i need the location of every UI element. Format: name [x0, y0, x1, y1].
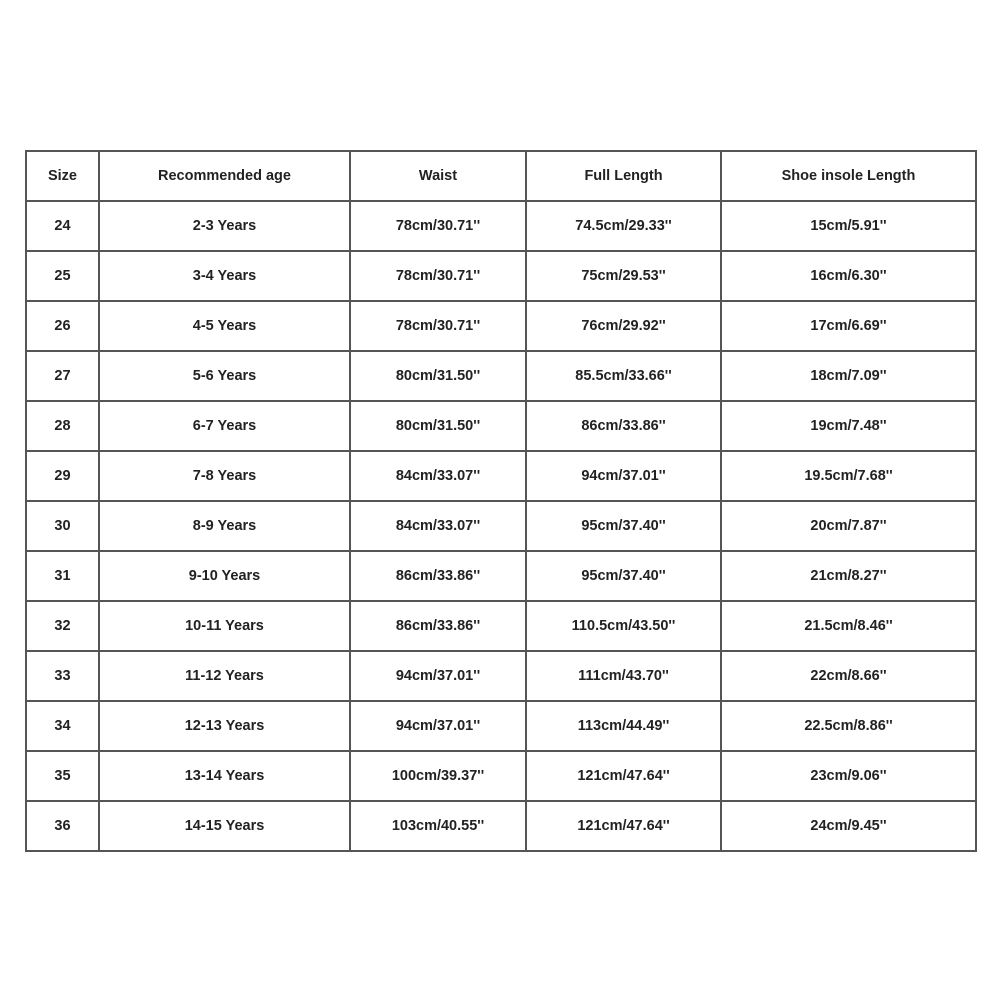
cell-waist: 86cm/33.86'' — [350, 601, 526, 651]
cell-shoe-insole-length: 18cm/7.09'' — [721, 351, 976, 401]
cell-full-length: 113cm/44.49'' — [526, 701, 721, 751]
cell-shoe-insole-length: 17cm/6.69'' — [721, 301, 976, 351]
cell-shoe-insole-length: 24cm/9.45'' — [721, 801, 976, 851]
cell-size: 26 — [26, 301, 99, 351]
table-row — [26, 601, 976, 651]
cell-recommended-age: 3-4 Years — [99, 251, 350, 301]
size-chart-table — [25, 150, 977, 852]
header-waist: Waist — [350, 151, 526, 201]
cell-size: 29 — [26, 451, 99, 501]
cell-recommended-age: 12-13 Years — [99, 701, 350, 751]
cell-recommended-age: 7-8 Years — [99, 451, 350, 501]
cell-size: 32 — [26, 601, 99, 651]
cell-size: 35 — [26, 751, 99, 801]
header-recommended-age: Recommended age — [99, 151, 350, 201]
cell-size: 25 — [26, 251, 99, 301]
cell-recommended-age: 14-15 Years — [99, 801, 350, 851]
cell-waist: 94cm/37.01'' — [350, 651, 526, 701]
table-row — [26, 451, 976, 501]
table-row — [26, 301, 976, 351]
cell-waist: 78cm/30.71'' — [350, 301, 526, 351]
header-shoe-insole-length: Shoe insole Length — [721, 151, 976, 201]
cell-full-length: 95cm/37.40'' — [526, 551, 721, 601]
table-row — [26, 351, 976, 401]
table-row — [26, 801, 976, 851]
cell-shoe-insole-length: 15cm/5.91'' — [721, 201, 976, 251]
cell-waist: 103cm/40.55'' — [350, 801, 526, 851]
cell-full-length: 94cm/37.01'' — [526, 451, 721, 501]
cell-shoe-insole-length: 22.5cm/8.86'' — [721, 701, 976, 751]
table-row — [26, 701, 976, 751]
cell-full-length: 76cm/29.92'' — [526, 301, 721, 351]
cell-shoe-insole-length: 21cm/8.27'' — [721, 551, 976, 601]
cell-full-length: 121cm/47.64'' — [526, 801, 721, 851]
cell-size: 31 — [26, 551, 99, 601]
cell-waist: 84cm/33.07'' — [350, 451, 526, 501]
cell-shoe-insole-length: 19.5cm/7.68'' — [721, 451, 976, 501]
cell-waist: 100cm/39.37'' — [350, 751, 526, 801]
cell-waist: 80cm/31.50'' — [350, 401, 526, 451]
header-size: Size — [26, 151, 99, 201]
cell-shoe-insole-length: 21.5cm/8.46'' — [721, 601, 976, 651]
cell-shoe-insole-length: 22cm/8.66'' — [721, 651, 976, 701]
cell-shoe-insole-length: 19cm/7.48'' — [721, 401, 976, 451]
cell-full-length: 111cm/43.70'' — [526, 651, 721, 701]
cell-recommended-age: 5-6 Years — [99, 351, 350, 401]
cell-recommended-age: 6-7 Years — [99, 401, 350, 451]
cell-recommended-age: 2-3 Years — [99, 201, 350, 251]
header-row — [26, 151, 976, 201]
cell-full-length: 85.5cm/33.66'' — [526, 351, 721, 401]
cell-recommended-age: 4-5 Years — [99, 301, 350, 351]
cell-waist: 86cm/33.86'' — [350, 551, 526, 601]
table-row — [26, 551, 976, 601]
cell-size: 24 — [26, 201, 99, 251]
cell-size: 34 — [26, 701, 99, 751]
table-row — [26, 201, 976, 251]
cell-waist: 94cm/37.01'' — [350, 701, 526, 751]
cell-full-length: 74.5cm/29.33'' — [526, 201, 721, 251]
cell-full-length: 75cm/29.53'' — [526, 251, 721, 301]
cell-recommended-age: 8-9 Years — [99, 501, 350, 551]
cell-shoe-insole-length: 20cm/7.87'' — [721, 501, 976, 551]
table-row — [26, 751, 976, 801]
cell-size: 30 — [26, 501, 99, 551]
table-row — [26, 401, 976, 451]
cell-full-length: 110.5cm/43.50'' — [526, 601, 721, 651]
cell-size: 28 — [26, 401, 99, 451]
cell-size: 27 — [26, 351, 99, 401]
cell-recommended-age: 11-12 Years — [99, 651, 350, 701]
cell-waist: 84cm/33.07'' — [350, 501, 526, 551]
cell-waist: 78cm/30.71'' — [350, 201, 526, 251]
cell-recommended-age: 10-11 Years — [99, 601, 350, 651]
header-full-length: Full Length — [526, 151, 721, 201]
cell-full-length: 121cm/47.64'' — [526, 751, 721, 801]
cell-shoe-insole-length: 16cm/6.30'' — [721, 251, 976, 301]
cell-recommended-age: 13-14 Years — [99, 751, 350, 801]
table-row — [26, 251, 976, 301]
cell-size: 33 — [26, 651, 99, 701]
table-row — [26, 651, 976, 701]
table-row — [26, 501, 976, 551]
cell-full-length: 95cm/37.40'' — [526, 501, 721, 551]
cell-waist: 80cm/31.50'' — [350, 351, 526, 401]
cell-shoe-insole-length: 23cm/9.06'' — [721, 751, 976, 801]
cell-full-length: 86cm/33.86'' — [526, 401, 721, 451]
cell-recommended-age: 9-10 Years — [99, 551, 350, 601]
cell-size: 36 — [26, 801, 99, 851]
cell-waist: 78cm/30.71'' — [350, 251, 526, 301]
